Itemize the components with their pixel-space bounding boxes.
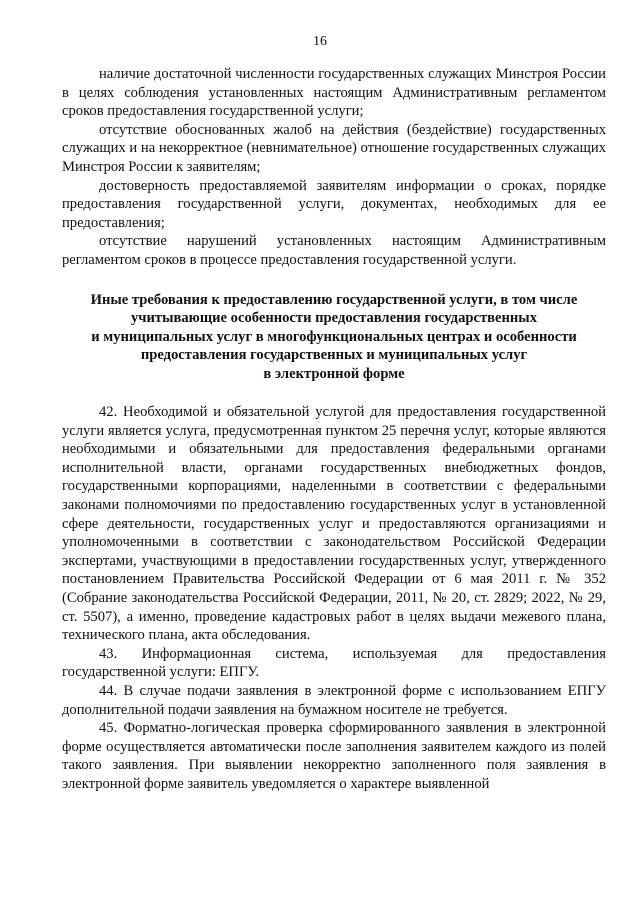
heading-line: Иные требования к предоставлению государственной услуги, в том числе bbox=[90, 292, 578, 308]
text-block-top bbox=[62, 65, 606, 270]
section-heading bbox=[62, 291, 606, 383]
paragraph: отсутствие обоснованных жалоб на действия (бездействие) государственных служащих и на некорректное (невнимательное) отношение государственных служащих Минстроя России к заявителям; bbox=[62, 121, 606, 175]
heading-line: и муниципальных услуг в многофункциональных центрах и особенности bbox=[91, 328, 577, 345]
paragraph: отсутствие нарушений установленных настоящим Административным регламентом сроков в процессе предоставления государственной услуги. bbox=[62, 233, 606, 268]
page-number: 16 bbox=[313, 34, 327, 49]
text-block-bottom bbox=[62, 403, 606, 793]
paragraph-45: 45. Форматно-логическая проверка сформированного заявления в электронной форме осуществляется автоматически после заполнения заявителем каждого из полей такого заявления. При выявлении некорректно заполненного поля заявления в электронной форме заявитель уведомляется о характере выявленной bbox=[62, 720, 606, 792]
heading-line: учитывающие особенности предоставления государственных bbox=[130, 310, 537, 327]
heading-line: в электронной форме bbox=[263, 365, 405, 382]
paragraph-43: 43. Информационная система, используемая для предоставления государственной услуги: ЕПГУ. bbox=[62, 645, 606, 681]
paragraph: достоверность предоставляемой заявителям информации о сроках, порядке предоставления государственной услуги, документах, необходимых для ее предоставления; bbox=[62, 177, 606, 231]
paragraph: наличие достаточной численности государственных служащих Минстроя России в целях соблюдения установленных настоящим Административным регламентом сроков предоставления государственной услуги; bbox=[62, 66, 606, 120]
paragraph-44: 44. В случае подачи заявления в электронной форме с использованием ЕПГУ дополнительной подачи заявления на бумажном носителе не требуется. bbox=[62, 682, 606, 718]
paragraph-42: 42. Необходимой и обязательной услугой для предоставления государственной услуги является услуга, предусмотренная пунктом 25 перечня услуг, которые являются необходимыми и обязательными для предоставления федеральными органами исполнительной власти, органами государственных внебюджетных фондов, государственными корпорациями, наделенными в соответствии с федеральными законами полномочиями по предоставлению государственных услуг в установленной сфере деятельности, государственных услуг и предоставляются организациями и уполномоченными в соответствии с законодательством Российской Федерации экспертами, участвующими в предоставлении государственных услуг, утвержденного постановлением Правительства Российской Федерации от 6 мая 2011 г. № 352 (Собрание законодательства Российской Федерации, 2011, № 20, ст. 2829; 2022, № 29, ст. 5507), а именно, проведение кадастровых работ в целях выдачи межевого плана, технического плана, акта обследования. bbox=[62, 404, 606, 644]
heading-line: предоставления государственных и муниципальных услуг bbox=[140, 347, 528, 364]
